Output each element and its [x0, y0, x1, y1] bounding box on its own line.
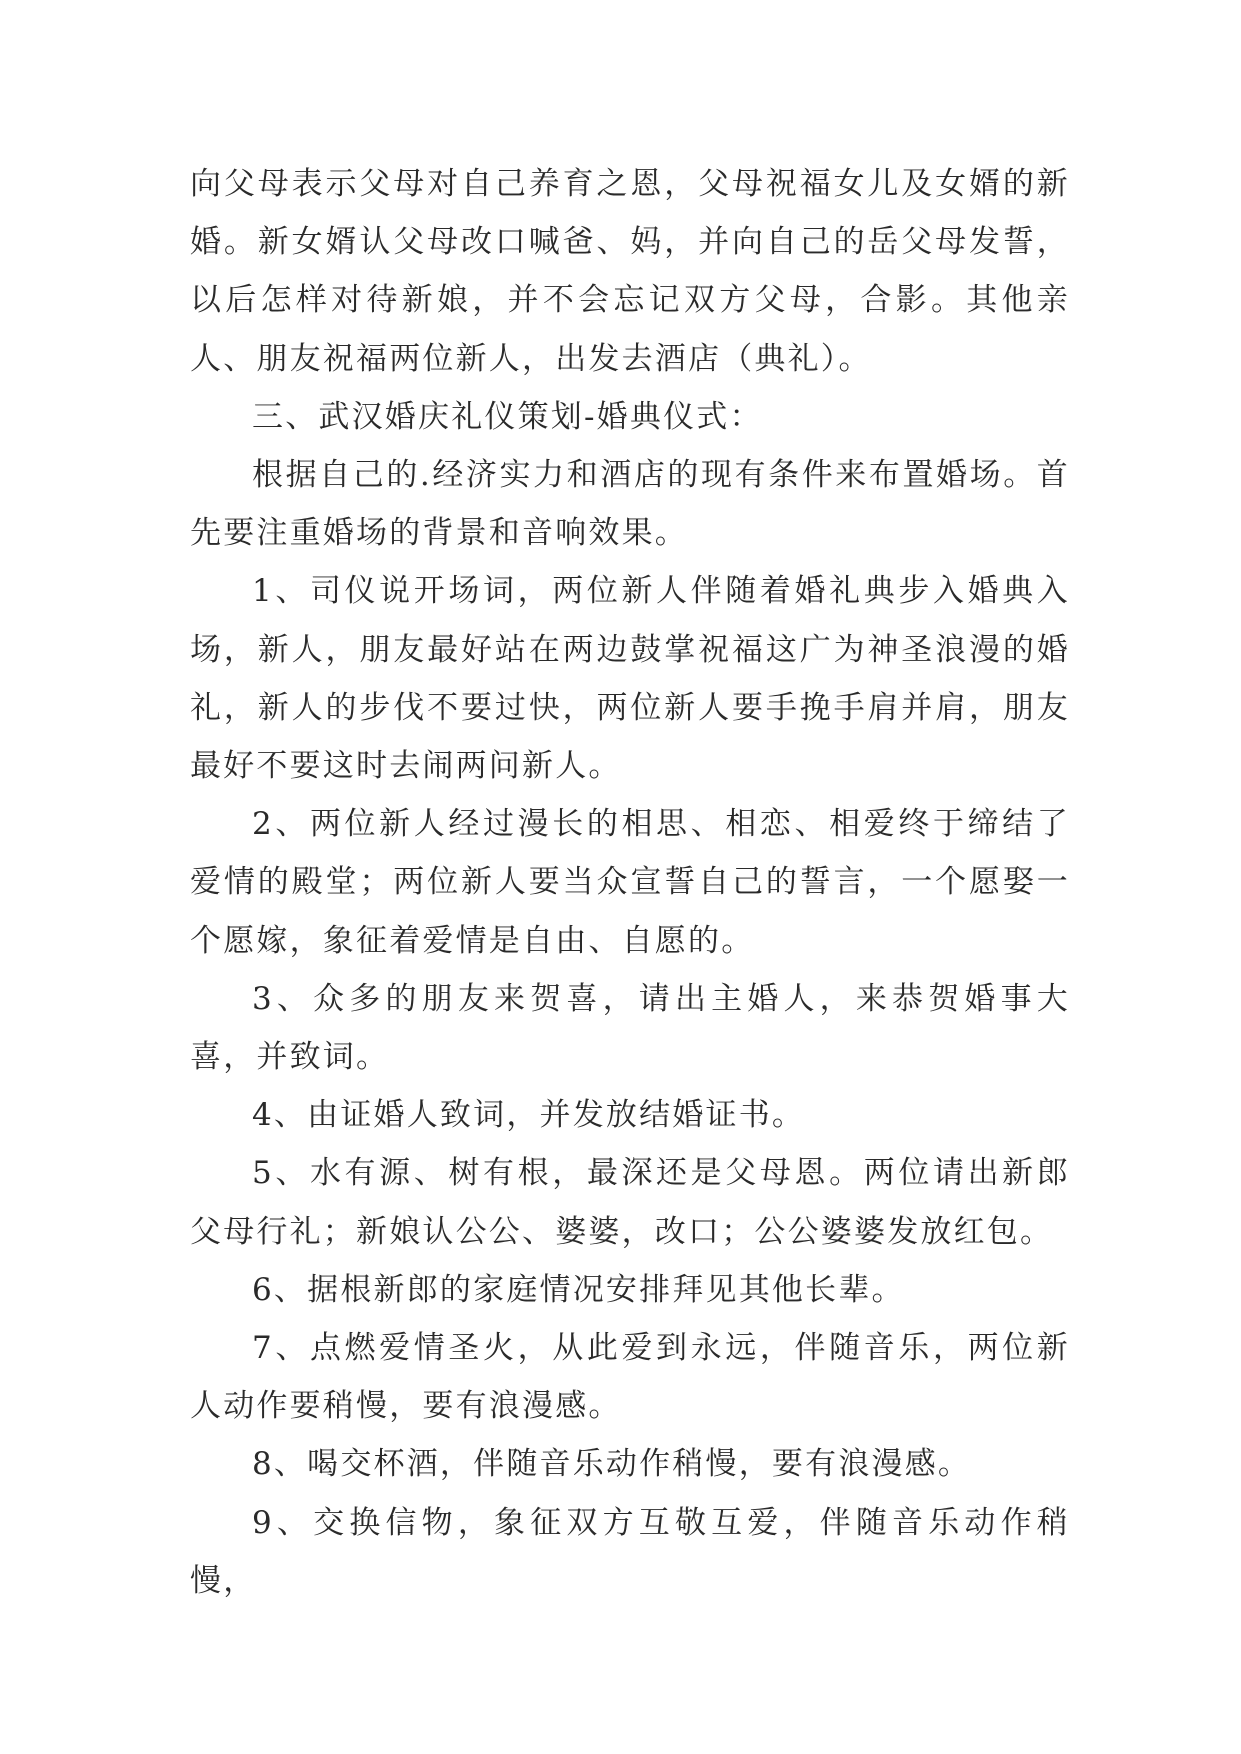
- list-item: 5、水有源、树有根，最深还是父母恩。两位请出新郎父母行礼；新娘认公公、婆婆，改口；公公婆婆发放红包。: [190, 1155, 1070, 1250]
- paragraph-continuation: 向父母表示父母对自己养育之恩，父母祝福女儿及女婿的新婚。新女婿认父母改口喊爸、妈，并向自己的岳父母发誓，以后怎样对待新娘，并不会忘记双方父母，合影。其他亲人、朋友祝福两位新人，出发去酒店（典礼）。: [190, 166, 1070, 377]
- document-body: [190, 155, 1070, 1610]
- list-item: 3、众多的朋友来贺喜，请出主婚人，来恭贺婚事大喜，并致词。: [190, 980, 1070, 1076]
- section-heading: 三、武汉婚庆礼仪策划-婚典仪式：: [252, 398, 763, 435]
- paragraph: 根据自己的.经济实力和酒店的现有条件来布置婚场。首先要注重婚场的背景和音响效果。: [190, 457, 1070, 552]
- list-item: 1、司仪说开场词，两位新人伴随着婚礼典步入婚典入场，新人，朋友最好站在两边鼓掌祝福这广为神圣浪漫的婚礼，新人的步伐不要过快，两位新人要手挽手肩并肩，朋友最好不要这时去闹两问新人。: [190, 573, 1070, 785]
- list-item: 7、点燃爱情圣火，从此爱到永远，伴随音乐，两位新人动作要稍慢，要有浪漫感。: [190, 1330, 1070, 1425]
- list-item: 8、喝交杯酒，伴随音乐动作稍慢，要有浪漫感。: [252, 1446, 972, 1483]
- list-item: 2、两位新人经过漫长的相思、相恋、相爱终于缔结了爱情的殿堂；两位新人要当众宣誓自己的誓言，一个愿娶一个愿嫁，象征着爱情是自由、自愿的。: [190, 806, 1070, 959]
- list-item: 9、交换信物，象征双方互敬互爱，伴随音乐动作稍慢，: [190, 1504, 1070, 1599]
- list-item: 6、据根新郎的家庭情况安排拜见其他长辈。: [252, 1271, 905, 1308]
- list-item: 4、由证婚人致词，并发放结婚证书。: [252, 1097, 806, 1134]
